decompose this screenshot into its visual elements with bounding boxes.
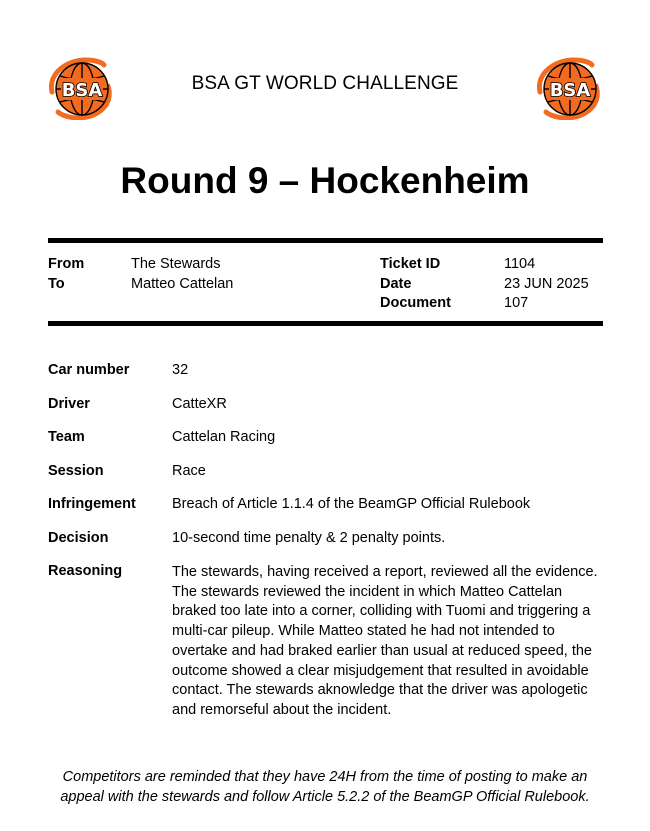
document-label: Document	[380, 295, 451, 311]
driver-value: CatteXR	[172, 396, 227, 412]
ticket-id-value: 1104	[504, 256, 536, 272]
infringement-value: Breach of Article 1.1.4 of the BeamGP Official Rulebook	[172, 496, 531, 512]
date-value: 23 JUN 2025	[504, 276, 589, 292]
to-value: Matteo Cattelan	[131, 276, 234, 292]
round-title: Round 9 – Hockenheim	[120, 160, 530, 201]
ticket-id-label: Ticket ID	[380, 256, 441, 272]
logo-lettering: BSA	[549, 80, 591, 101]
car-number-value: 32	[172, 362, 189, 378]
date-label: Date	[380, 276, 412, 292]
appeal-notice: Competitors are reminded that they have 24H from the time of posting to make an appeal with the stewards and follow Article 5.2.2 of the BeamGP Official Rulebook.	[60, 769, 590, 805]
from-label: From	[48, 256, 85, 272]
session-label: Session	[48, 463, 104, 479]
infringement-label: Infringement	[48, 496, 136, 512]
logo-lettering: BSA	[61, 80, 103, 101]
header-rule-top	[48, 238, 603, 243]
series-title: BSA GT WORLD CHALLENGE	[191, 73, 459, 94]
document-value: 107	[504, 295, 529, 311]
team-label: Team	[48, 429, 85, 445]
from-value: The Stewards	[131, 256, 221, 272]
decision-value: 10-second time penalty & 2 penalty points.	[172, 530, 446, 546]
driver-label: Driver	[48, 396, 90, 412]
team-value: Cattelan Racing	[172, 429, 276, 445]
reasoning-text: The stewards, having received a report, reviewed all the evidence. The stewards reviewed the incident in which Matteo Cattelan braked too late into a corner, colliding with Tuomi and triggering a multi-car pileup. While Matteo stated he had not intended to overtake and had braked earlier than usual at reduced speed, the outcome showed a clear misjudgement that resulted in avoidable contact. The stewards aknowledge that the driver was apologetic and remorseful about the incident.	[172, 564, 598, 718]
decision-label: Decision	[48, 530, 109, 546]
header-rule-bottom	[48, 321, 603, 326]
reasoning-label: Reasoning	[48, 563, 123, 579]
session-value: Race	[172, 463, 206, 479]
to-label: To	[48, 276, 65, 292]
car-number-label: Car number	[48, 362, 130, 378]
